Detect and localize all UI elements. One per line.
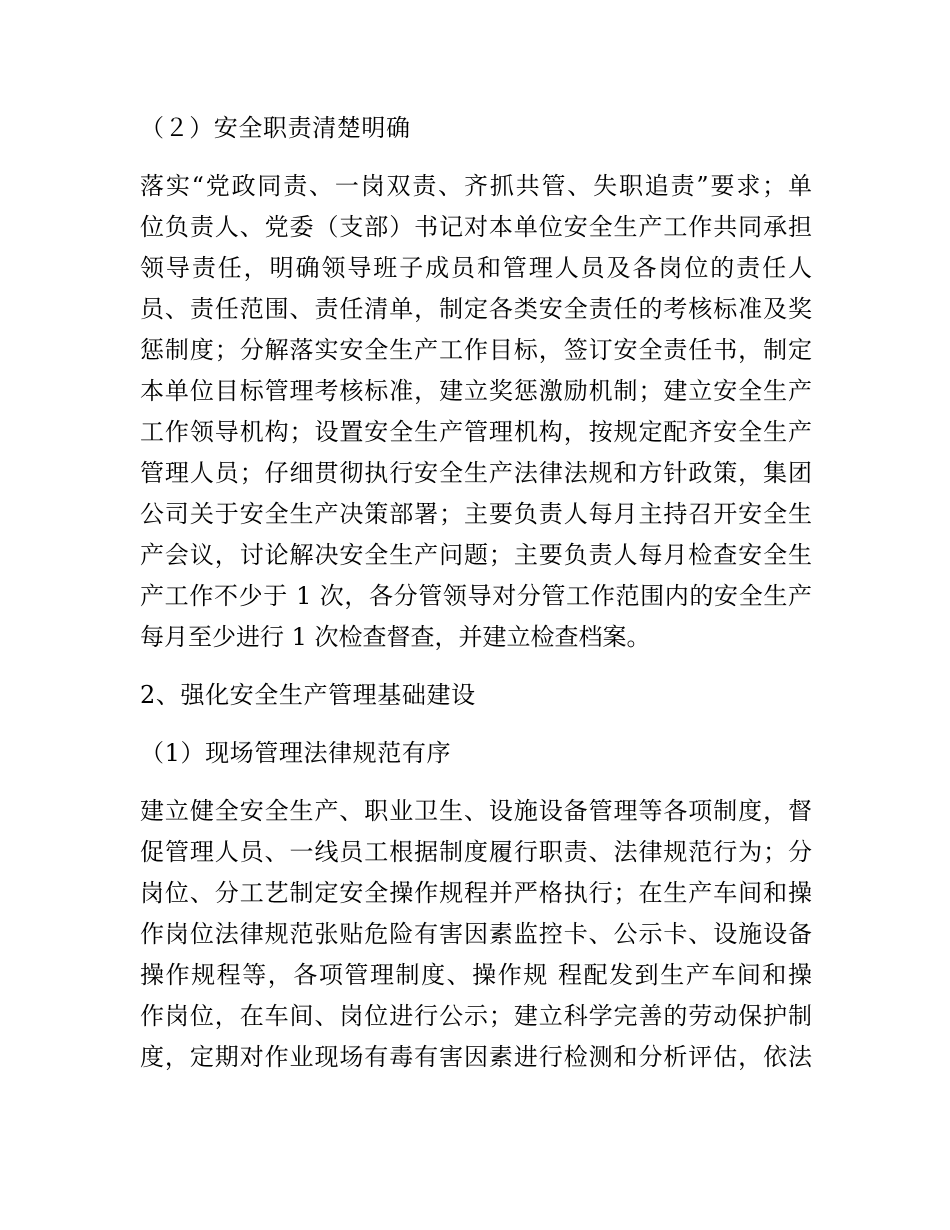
section-heading-management-foundation: 2、强化安全生产管理基础建设 [140,681,476,709]
paragraph-line: 落实“党政同责、一岗双责、齐抓共管、失职追责”要求；单 [140,172,812,200]
paragraph-line: 公司关于安全生产决策部署；主要负责人每月主持召开安全生 [140,500,812,528]
paragraph-line: 度，定期对作业现场有毒有害因素进行检测和分析评估，依法 [140,1043,812,1071]
paragraph-line: 产工作不少于 1 次，各分管领导对分管工作范围内的安全生产 [140,582,812,610]
section-heading-safety-duties: （２）安全职责清楚明确 [140,114,411,142]
paragraph-line: 位负责人、党委（支部）书记对本单位安全生产工作共同承担 [140,213,812,241]
paragraph-line: 惩制度；分解落实安全生产工作目标，签订安全责任书，制定 [140,336,812,364]
paragraph-line: 每月至少进行 1 次检查督查，并建立检查档案。 [140,623,651,651]
paragraph-line: 作岗位法律规范张贴危险有害因素监控卡、公示卡、设施设备 [140,920,812,948]
paragraph-line: 作岗位，在车间、岗位进行公示；建立科学完善的劳动保护制 [140,1002,812,1030]
paragraph-line: 岗位、分工艺制定安全操作规程并严格执行；在生产车间和操 [140,879,812,907]
section-heading-site-management: （1）现场管理法律规范有序 [140,739,452,767]
paragraph-line: 操作规程等，各项管理制度、操作规 程配发到生产车间和操 [140,961,812,989]
paragraph-line: 促管理人员、一线员工根据制度履行职责、法律规范行为；分 [140,838,812,866]
paragraph-line: 工作领导机构；设置安全生产管理机构，按规定配齐安全生产 [140,418,812,446]
paragraph-line: 建立健全安全生产、职业卫生、设施设备管理等各项制度，督 [140,797,812,825]
paragraph-line: 产会议，讨论解决安全生产问题；主要负责人每月检查安全生 [140,541,812,569]
paragraph-line: 员、责任范围、责任清单，制定各类安全责任的考核标准及奖 [140,295,812,323]
paragraph-line: 管理人员；仔细贯彻执行安全生产法律法规和方针政策，集团 [140,459,812,487]
paragraph-line: 本单位目标管理考核标准，建立奖惩激励机制；建立安全生产 [140,377,812,405]
paragraph-line: 领导责任，明确领导班子成员和管理人员及各岗位的责任人 [140,254,812,282]
